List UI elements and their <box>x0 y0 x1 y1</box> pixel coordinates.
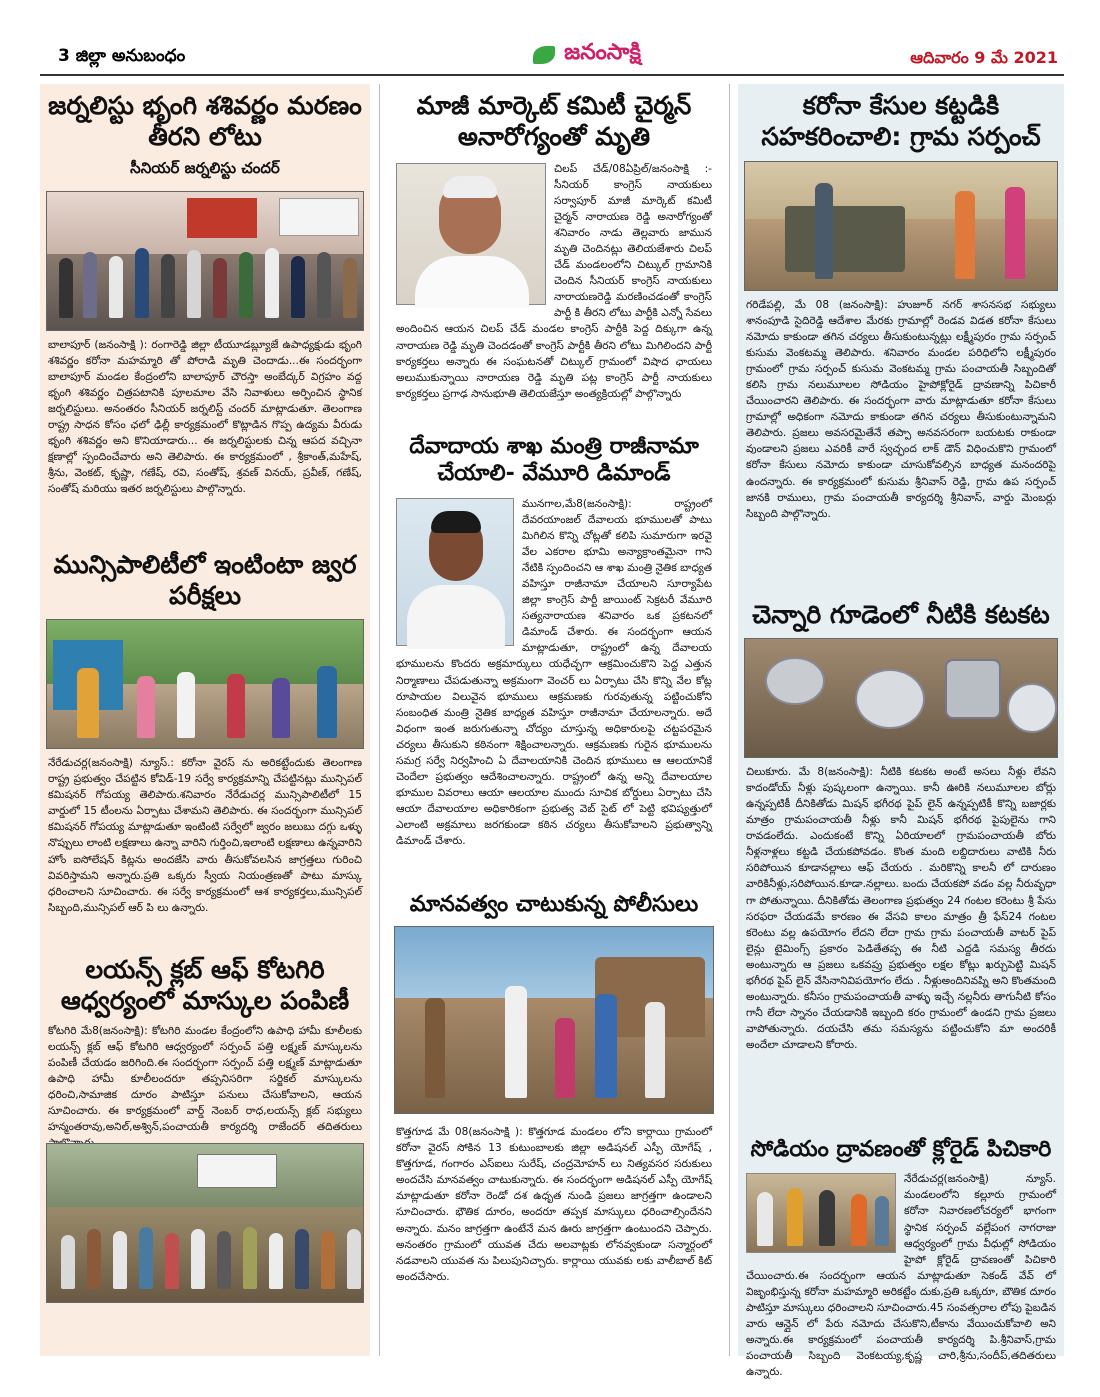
article-body: చిలుకూరు. మే 8(జనంసాక్షి): నీటికి కటకట అంటే అసలు నీళ్లు లేవని కాదండోయ్ నీళ్లు పుష్కలంగా ఉన్నాయి. కానీ ఊరికి నలుమూలల బోర్లు ఉన్నప్పటికీ దీనికితోడు మిషన్ భగీరథ పైప్ లైన్ ఉన్నప్పటికీ కొన్ని బజార్లకు మాత్రం గ్రామపంచాయతీ నీళ్లు కానీ మిషన్ భగీరథ పైపులైను గాని రావడంలేదు. ఎందుకంటే కొన్ని ఏరియాలలో గ్రామపంచాయతీ బోరు నీళ్లనాళ్లలు కట్టడి చేయకపోవడం. కొంత మంది లబ్దిదారులు వాటికి నీరు సరిపోయిన కూడానల్లాలు ఆఫ్ చేయరు . మరికొన్ని కాలనీ లో దారుణం వారికినీళ్లు,సరిపోయిన.కూడా.నల్లాలు. బందు చేయకపో వడం వల్ల నీరువృధా గా పోతున్నాయి. దీనికితోడు తెలంగాణ ప్రభుత్వం 24 గంటల కరెంటు శ్రీ పేసు సరఫరా చేయడమే కారణం ఈ వేసవి కాలం మాత్రం త్రీ ఫేస్24 గంటల కరెంటు వల్ల ఉపయోగం లేదని లేదా గ్రామ గ్రామ పంచాయతీ వాటర్ పైప్ లైన్లు టైమింగ్స్ ప్రకారం పెడితేతప్ప ఈ నీటి ఎద్దడి సమస్య తీరదు అంటున్నారు ఆ ప్రజలు ఒకవప్రు ప్రభుత్వం లక్షల కోట్లు ఖర్చుపెట్టి మిషన్ భగీరథ పైప్ లైన్ వేసినానివిపయోగం లేదు . నీళ్లుఅందినివప్ని అని కొంతమంది అంటున్నారు. కనీసం గ్రామపంచాయతీ వాళ్ళు ఇచ్చే నల్లనీరు తాగునీటి కోసం గానీ లేదా స్నానం చేయడానికి ఇబ్బంది కరం గ్రామంలో ఉండని గ్రామ ప్రజలు వాపోతున్నారు. దయచేసి తమ సమస్యను పట్టించుకోని మా అందరికీ అందేలా చూడాలని కోరారు. <box>746 765 1056 1052</box>
article-subheadline: సీనియర్ జర్నలిస్టు చందర్ <box>130 158 280 177</box>
column-right <box>738 84 1064 1379</box>
news-photo <box>46 191 364 331</box>
newspaper-logo <box>502 40 672 74</box>
article-body: నేరేడుచర్ల(జనంసాక్షి) న్యూస్. మండలంలోని కల్లూరు గ్రామంలో కరోనా నివారణలోచర్యలో భాగంగా స్థానిక సర్పంచ్ వల్లేపంగ నాగరాజు ఆధ్వర్యంలో గ్రామ వీధుల్లో సోడియం హైపో క్లోరైడ్ ద్రావణంతో పిచికారి చేయించారు.ఈ సందర్భంగా ఆయన మాట్లాడుతూ సెకండ్ వేవ్ లో విజృంభిస్తున్న కరోనా మహమ్మారి అరికట్టేం దుకు,ప్రతి ఒక్కరూ, బౌతిక దూరం పాటిస్తూ మాస్కులు ధరించాలని సూచించారు.45 సంవత్సరాల లోపు పైబడిన వారు ఆన్లైన్ లో పేరు నమోదు చేసుకొని,టీకాను వేయించుకోవాలి అని అన్నారు.ఈ కార్యక్రమంలో పంచాయతీ కార్యదర్శి పి.శ్రీనివాస్,గ్రామ పంచాయతీ సిబ్బంది వెంకటయ్య,కృష్ణ చారి,శ్రీను,సందీప్,తదితరులు ఉన్నారు. <box>746 1173 1056 1379</box>
newspaper-name: జనంసాక్షి <box>564 40 641 65</box>
article-body: చిలప్ చేడ్/08ఏప్రిల్/జనంసాక్షి :- సీనియర్ కాంగ్రెస్ నాయకులు సర్వాపూర్ మాజీ మార్కెట్ కమిటీ చైర్మన్ నారాయణ రెడ్డి అనారోగ్యంతో శనివారం నాడు తెల్లవారు జామున మృతి చెందినట్లు తెలియజేశారు చిలప్ చేడ్ మండలంలోని చిట్కుల్ గ్రామానికి చెందిన సీనియర్ కాంగ్రెస్ నాయకులు నారాయణరెడ్డి మరణించడంతో కాంగ్రెస్ పార్టీ కి తీరని లోటు పార్టీకి ఎన్నో సేవలు అందించిన ఆయన చిలప్ చేడ్ మండల కాంగ్రెస్ పార్టీకి పెద్ద దిక్కుగా ఉన్న నారాయణ రెడ్డి మృతి చెందడంతో కాంగ్రెస్ పార్టీకి తీరని లోటు మిగిలిందని పార్టీ కార్యకర్తలు అన్నారు ఈ సంఘటనతో చిట్కుల్ గ్రామంలో విషాద ఛాయలు అలుముకున్నాయి నారాయణ రెడ్డి మృతి పట్ల కాంగ్రెస్ పార్టీ నాయకులు కార్యకర్తలు ప్రగాఢ సానుభూతి తెలియజేస్తూ అంత్యక్రియల్లో పాల్గొన్నారు <box>396 162 712 400</box>
article-headline: సోడియం ద్రావణంతో క్లోరైడ్ పిచికారి <box>750 1136 1052 1162</box>
masthead <box>40 40 1064 76</box>
column-divider <box>379 84 380 1356</box>
news-photo <box>744 638 1058 758</box>
article-headline: మాజీ మార్కెట్ కమిటీ చైర్మన్ అనారోగ్యంతో మృతి <box>416 91 692 152</box>
article-headline: దేవాదాయ శాఖ మంత్రి రాజీనామా చేయాలి- వేమూరి డిమాండ్ <box>409 433 699 486</box>
news-photo <box>46 1143 364 1303</box>
article-body: బాలాపూర్ (జనంసాక్షి ): రంగారెడ్డి జిల్లా టీయూడబ్ల్యూజే ఉపాధ్యక్షుడు భృంగి శశివర్ణం కరోనా మహమ్మారి తో పోరాడి మృతి చెందాడు...ఈ సందర్భంగా బాలాపూర్ మండల కేంద్రంలోని బాలాపూర్ చౌరస్తా అంబేద్కర్ విగ్రహం వద్ద భృంగి శశివర్ణం చిత్రపటానికి పూలమాల వేసి నివాళులు అర్పించిన స్థానిక జర్నలిస్టులు. అనంతరం సీనియర్ జర్నలిస్ట్ చందర్ మాట్లాడుతూ. తెలంగాణ రాష్ట్ర సాధన కోసం ఛలో ఢిల్లీ కార్యక్రమంలో కొట్లాడిన గొప్ప ఉద్యమ వీరుడు భృంగి శశివర్ణం అని కొనియాడారు... ఈ జర్నలిస్టులకు చిన్న ఆపద వచ్చినా క్షణాల్లో స్పందించేవారు అని తెలిపారు. ఈ కార్యక్రమంలో , శ్రీకాంత్,మహేష్, శ్రీను, వెంకట్, కృష్ణా, గణేష్, రవి, సంతోష్, శ్రవణ్ వినయ్, ప్రవీణ్, గణేష్, సంతోష్ మరియు ఇతర జర్నలిస్టులు పాల్గొన్నారు. <box>48 338 362 496</box>
portrait-photo <box>396 163 546 305</box>
article-body: నేరేడుచర్ల(జనంసాక్షి) న్యూస్.: కరోనా వైరస్ ను అరికట్టేందుకు తెలంగాణ రాష్ట్ర ప్రభుత్వం చేపట్టిన కోవిడ్-19 సర్వే కార్యక్రమాన్ని చేపట్టినట్లు మున్సిపల్ కమిషనర్ గోపయ్య తెలిపారు.శనివారం నేరేడుచర్ల మున్సిపాలిటీలో 15 వార్డులో 15 టీంలను ఏర్పాటు చేశామని తెలిపారు. ఈ సందర్భంగా మున్సిపల్ కమిషనర్ గోపయ్య మాట్లాడుతూ ఇంటింటి సర్వేలో జ్వరం జలుబు దగ్గు ఒళ్ళు నొప్పులు లాంటి లక్షణాలు ఉన్నా వారిని గుర్తించి,ఇలాంటి లక్షణాలు ఉన్నవారిని హోం ఐసోలేషన్ కిట్లను అందజేసి వారు తీసుకోవలసిన జాగ్రత్తలు గురించి వివరిస్తామని అన్నారు.ప్రతి ఒక్కరు స్వీయ నియంత్రణతో పాటు మాస్కు ధరించాలని సూచించారు. ఈ సర్వే కార్యక్రమంలో ఆశ కార్యకర్తలు,మున్సిపల్ సిబ్బంది,మున్సిపల్ ఆర్ పి లు ఉన్నారు. <box>48 757 362 914</box>
article-body-wrap <box>738 1167 1064 1379</box>
portrait-photo <box>396 498 514 646</box>
article-body: మునగాల,మే8(జనంసాక్షి): రాష్ట్రంలో దేవరయాంజల్ దేవాలయ భూములతో పాటు మిగిలిన కొన్ని చోట్లతో కలిపి సుమారుగా ఇరవై వేల ఎకరాల భూమి అన్యాక్రాంతమైనా గాని నేటికి స్పందించని ఆ శాఖ మంత్రి నైతిక బాధ్యత వహిస్తూ రాజీనామా చేయాలని సూర్యాపేట జిల్లా కాంగ్రెస్ పార్టీ జాయింట్ సెక్రటరీ వేమూరి సత్యనారాయణ శనివారం ఒక ప్రకటనలో డిమాండ్ చేశారు. ఈ సందర్భంగా ఆయన మాట్లాడుతూ, రాష్ట్రంలో ఉన్న దేవాలయ భూములను కొందరు అక్రమార్కులు యధేచ్ఛగా ఆక్రమించుకొని పెద్ద ఎత్తున నిర్మాణాలు చేపడుతున్నా అక్రమంగా వెంచర్ లు ఏర్పాటు చేసి కొన్ని వేల కోట్ల రూపాయల విలువైన భూములు ఆక్రమణకు గురవుతున్న పట్టించుకోని సంబంధిత మంత్రి నైతిక బాధ్యత వహిస్తూ రాజీనామా చేయాలన్నారు. అదే విధంగా ఇంత జరుగుతున్నా చోద్యం చూస్తున్న అధికారులపై చట్టపరమైన చర్యలు తీసుకుని కఠినంగా శిక్షించాలన్నారు. ఆక్రమణకు గురైన భూములను సమగ్ర సర్వే నిర్వహించి ఏ దేవాలయానికి చెందిన భూములు ఆ ఆలయానికే చెందేలా ప్రభుత్వం ఆదేశించాలన్నారు. రాష్ట్రంలో ఉన్న అన్ని దేవాలయాల భూముల వివరాలు ఆయా ఆలయాల ముందు సూచిక బోర్డులు ఏర్పాటు చేసి ఆయా దేవాలయాల అధికారికంగా ప్రభుత్వ వెబ్ సైట్ లో పెట్టి భవిష్యత్తులో ఎలాంటి అక్రమాలు జరగకుండా కఠిన చర్యలు తీసుకోవాలని ప్రభుత్వాన్ని డిమాండ్ చేశారు. <box>396 497 712 848</box>
article-body: కోటగిరి మే8(జనంసాక్షి): కోటగిరి మండల కేంద్రంలోని ఉపాధి హామీ కూలీలకు లయన్స్ క్లబ్ ఆఫ్ కోటగిరి ఆధ్వర్యంలో సర్పంచ్ పత్తి లక్ష్మణ్ మాస్కులను పంపిణీ చేయడం జరిగింది.ఈ సందర్భంగా సర్పంచ్ పత్తి లక్ష్మణ్ మాట్లాడుతూ ఉపాధి హామీ కూలీలందరూ తప్పనిసరిగా సర్జికల్ మాస్కులను ధరించి,సామాజిక దూరం పాటిస్తూ పనులు చేసుకోవాలని, ఆయన సూచించారు. ఈ కార్యక్రమంలో వార్డ్ నెంబర్ రాధ,లయన్స్ క్లబ్ సభ్యులు హన్మంతరావు,అనిల్,అశ్విన్,పంచాయతీ కార్యదర్శి రాజేందర్ తదితరులు <box>48 1024 362 1134</box>
article-body: గరిడేపల్లి, మే 08 (జనంసాక్షి): హుజూర్ నగర్ శాసనసభ సభ్యులు శానంపూడి సైదిరెడ్డి ఆదేశాల మేరకు గ్రామాల్లో రెండవ విడత కరోనా కేసులు నమోదు కాకుండా తగిన చర్యలు తీసుకుంటున్నట్లు లక్ష్మీపురం గ్రామ సర్పంచ్ కుసుమ వెంకటమ్మ తెలిపారు. శనివారం మండల పరిధిలోని లక్ష్మీపురం గ్రామంలో గ్రామ సర్పంచ్ కుసుమ వెంకటమ్మ గ్రామ పంచాయతీ సిబ్బందితో కలిసి గ్రామ నలుమూలల సోడియం హైపోక్లోరైడ్ ద్రావణాన్ని పిచికారీ చేయించారని తెలిపారు. ఈ సందర్భంగా వారు మాట్లాడుతూ కరోనా కేసులు గ్రామాల్లో అధికంగా నమోదు కాకుండా తగిన చర్యలు తీసుకుంటున్నామని తెలిపారు. ప్రజలు అవసరమైతేనే తప్పా అనవసరంగా బయటకు రాకుండా వుండాలని ప్రజలు ఎవరికీ వారే స్వచ్ఛంద లాక్ డౌన్ విధించుకొని గ్రామంలో కరోనా కేసులు నమోదు కాకుండా చూసుకోవల్సిన బాధ్యత మనందరిపై ఉందన్నారు. ఈ కార్యక్రమంలో కుసుమ శ్రీనివాస్ రెడ్డి, గ్రామ ఉప సర్పంచ్ జానకి రాములు, గ్రామ పంచాయతీ కార్యదర్శి శ్రీనివాస్, వార్డు మెంబర్లు సిబ్బంది పాల్గొన్నారు. <box>746 298 1056 520</box>
article-headline: లయన్స్ క్లబ్ ఆఫ్ కోటగిరి ఆధ్వర్యంలో మాస్కుల పంపిణీ <box>60 955 350 1016</box>
page-section-label: 3 జిల్లా అనుబంధం <box>58 46 186 66</box>
column-left <box>40 84 370 1356</box>
issue-date: ఆదివారం 9 మే 2021 <box>910 48 1058 67</box>
news-photo <box>746 1173 896 1253</box>
article-body-wrap <box>388 492 720 887</box>
article-headline: మానవత్వం చాటుకున్న పోలీసులు <box>409 891 699 917</box>
column-divider <box>729 84 730 1356</box>
article-body-wrap <box>388 157 720 427</box>
article-headline: చెన్నారి గూడెంలో నీటికి కటకట <box>752 599 1050 629</box>
article-headline: మున్సిపాలిటీలో ఇంటింటా జ్వర పరీక్షలు <box>53 549 357 610</box>
news-photo <box>744 161 1058 291</box>
news-photo <box>394 926 714 1114</box>
news-photo <box>46 619 364 749</box>
leaf-icon <box>533 46 555 64</box>
article-headline: జర్నలిస్టు భృంగి శశివర్ణం మరణం తీరని లోటు <box>48 91 362 152</box>
article-headline: కరోనా కేసుల కట్టడికి సహకరించాలి: గ్రామ సర్పంచ్ <box>761 91 1041 152</box>
article-body: కొత్తగూడ మే 08(జనంసాక్షి ): కొత్తగూడ మండలం లోని కార్లాయి గ్రామంలో కరోనా వైరస్ సోకిన 13 కుటుంబాలకు జిల్లా అడిషనల్ ఎస్పీ యోగేష్ , కొత్తగూడ, గంగారం ఎస్ఐలు సురేష్, చంద్రమోహన్ లు నిత్యవసర సరుకులు అందచేసి మానవత్వం చాటుకున్నారు. ఈ సందర్భంగా అడిషనల్ ఎస్పీ యోగేష్ మాట్లాడుతూ కరోనా రెండో దశ ఉధృత నుండి ప్రజలు జాగ్రత్తగా ఉండాలని సూచించారు. భౌతిక దూరం, అందరూ తప్పక మాస్కులు ధరించాల్సిందేనని అన్నారు. మనం జాగ్రత్తగా ఉంటేనే మన ఊరు జాగ్రత్తగా ఉంటుందని చెప్పారు. అనంతరం గ్రామంలో యువత చేదు అలవాట్లకు లోనవ్వకుండా సన్మార్గంలో నడవాలని యువత ను పిలుపునిచ్చారు. కార్లాయి యువకు లకు వాలీబాల్ కిట్ అందచేసారు. <box>396 1126 712 1283</box>
column-middle <box>388 84 720 1356</box>
